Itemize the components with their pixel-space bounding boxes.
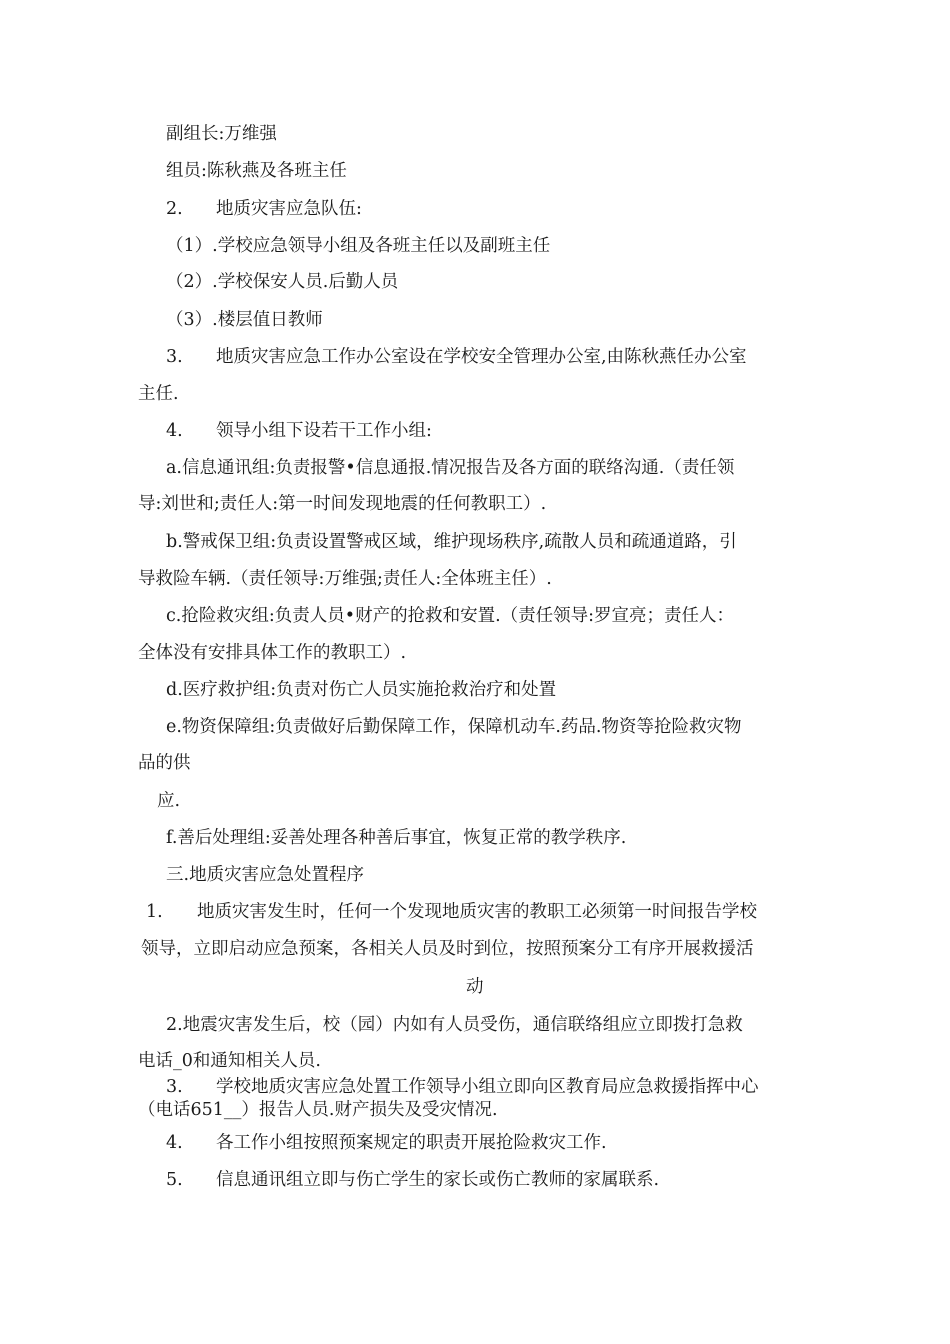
text-line: d.医疗救护组:负责对伤亡人员实施抢救治疗和处置 <box>166 680 557 700</box>
text-line: 电话_0和通知相关人员. <box>138 1051 321 1071</box>
section-heading: 三.地质灾害应急处置程序 <box>166 865 365 885</box>
list-number: 3. <box>166 347 183 367</box>
text-line: 应. <box>157 791 181 811</box>
text-line: 副组长:万维强 <box>166 124 277 144</box>
text-line: f.善后处理组:妥善处理各种善后事宜，恢复正常的教学秩序. <box>166 828 627 848</box>
text-line: （3）.楼层值日教师 <box>166 310 323 330</box>
text-line: （1）.学校应急领导小组及各班主任以及副班主任 <box>166 236 551 256</box>
text-line: c.抢险救灾组:负责人员•财产的抢救和安置.（责任领导:罗宣亮；责任人： <box>166 606 735 626</box>
text-line: 领导小组下设若干工作小组: <box>216 421 432 441</box>
text-line: 学校地质灾害应急处置工作领导小组立即向区教育局应急救援指挥中心 <box>216 1077 759 1097</box>
text-line: 主任. <box>138 384 179 404</box>
text-line: 导救险车辆.（责任领导:万维强;责任人:全体班主任）. <box>138 569 552 589</box>
text-line: 地质灾害发生时，任何一个发现地质灾害的教职工必须第一时间报告学校 <box>197 902 757 922</box>
list-number: 3. <box>166 1077 183 1097</box>
list-number: 4. <box>166 1133 183 1153</box>
text-line: 2.地震灾害发生后，校（园）内如有人员受伤，通信联络组应立即拨打急救 <box>166 1015 743 1035</box>
text-line: b.警戒保卫组:负责设置警戒区域，维护现场秩序,疏散人员和疏通道路，引 <box>166 532 737 552</box>
list-number: 5. <box>166 1170 183 1190</box>
text-line: a.信息通讯组:负责报警•信息通报.情况报告及各方面的联络沟通.（责任领 <box>166 458 735 478</box>
text-line: 各工作小组按照预案规定的职责开展抢险救灾工作. <box>216 1133 607 1153</box>
text-line: 领导，立即启动应急预案，各相关人员及时到位，按照预案分工有序开展救援活 <box>141 939 754 959</box>
text-line: e.物资保障组:负责做好后勤保障工作，保障机动车.药品.物资等抢险救灾物 <box>166 717 742 737</box>
text-line: 信息通讯组立即与伤亡学生的家长或伤亡教师的家属联系. <box>216 1170 660 1190</box>
text-line: 导:刘世和;责任人:第一时间发现地震的任何教职工）. <box>138 494 547 514</box>
list-number: 1. <box>146 902 163 922</box>
text-line: （2）.学校保安人员.后勤人员 <box>166 272 399 292</box>
text-line: 地质灾害应急队伍: <box>216 199 362 219</box>
text-line: 品的供 <box>138 753 191 773</box>
list-number: 4. <box>166 421 183 441</box>
text-line: 动 <box>466 977 484 997</box>
text-line: 全体没有安排具体工作的教职工）. <box>138 643 407 663</box>
list-number: 2. <box>166 199 183 219</box>
text-line: 地质灾害应急工作办公室设在学校安全管理办公室,由陈秋燕任办公室 <box>216 347 747 367</box>
text-line: 组员:陈秋燕及各班主任 <box>166 161 347 181</box>
text-line: （电话651__）报告人员.财产损失及受灾情况. <box>138 1100 498 1120</box>
